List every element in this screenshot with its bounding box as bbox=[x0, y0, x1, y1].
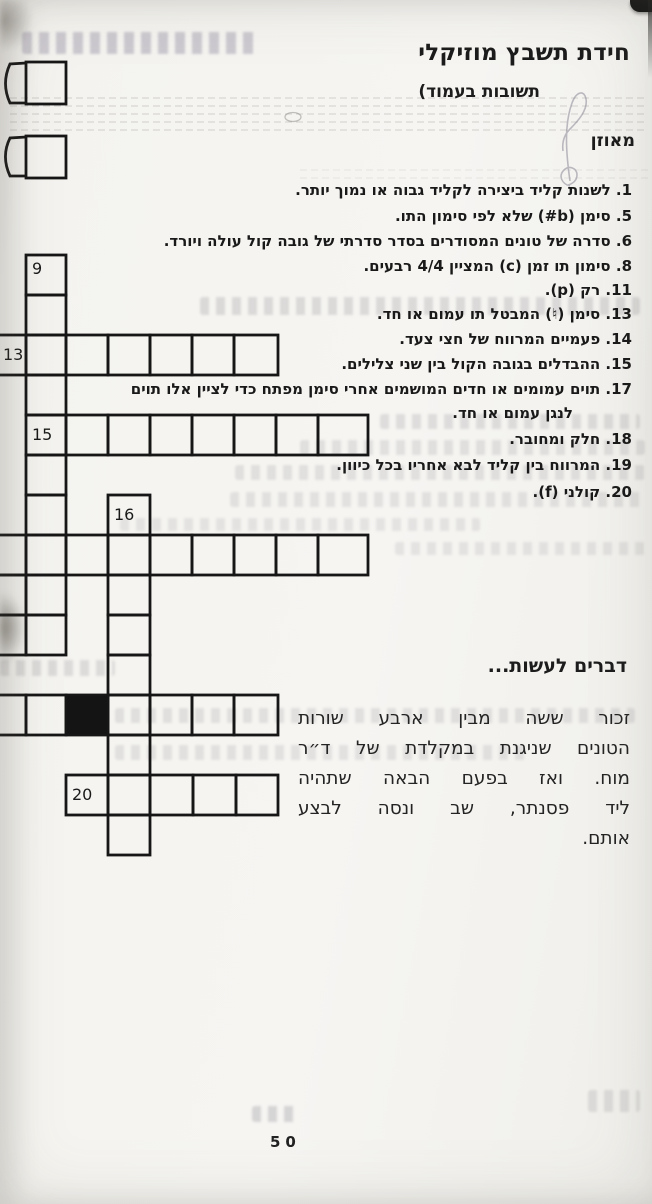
clue-11: 11. רק ⁦(p)⁩. bbox=[544, 281, 632, 299]
grid-across-word-15 bbox=[66, 415, 368, 455]
clue-15: 15. ההבדלים בגובה הקול בין שני צלילים. bbox=[341, 355, 632, 373]
grid-down-word-9 bbox=[26, 255, 66, 655]
clue-1: 1. לשנות קליד ביצירה לקליד גבוה או נמוך יותר. bbox=[295, 181, 632, 199]
grid-across-word-19 bbox=[0, 695, 278, 735]
clue-20: 20. קולני ⁦(f)⁩. bbox=[532, 483, 632, 501]
treble-clef-icon bbox=[561, 93, 586, 186]
things-to-do-paragraph bbox=[298, 704, 630, 854]
grid-across-word-18 bbox=[0, 535, 368, 575]
clue-17-line2: לנגן עמום או חד. bbox=[452, 404, 573, 422]
clue-13: 13. סימן (♮) המבטל תו עמום או חד. bbox=[376, 305, 632, 323]
grid-fragment-top bbox=[6, 62, 67, 178]
paragraph-line: ליד פסנתר, שב ונסה לבצע bbox=[298, 798, 630, 819]
page-subtitle: תשובות בעמוד) bbox=[418, 82, 540, 102]
clue-17: 17. תוים עמומים או חדים המושמים אחרי סימן מפתח כדי לציין אלו תוים bbox=[130, 380, 632, 398]
grid-number-13: 13 bbox=[3, 345, 24, 364]
whole-note-icon bbox=[285, 113, 301, 122]
paragraph-line: מוח. ואז בפעם הבאה שתהיה bbox=[298, 768, 630, 789]
grid-across-word-20 bbox=[66, 775, 278, 815]
grid-number-16: 16 bbox=[114, 505, 135, 524]
clue-19: 19. המרווח בין קליד לבא אחריו בכל כיוון. bbox=[336, 456, 632, 474]
black-cell bbox=[66, 695, 108, 735]
paragraph-line: אותם. bbox=[582, 828, 630, 849]
clue-14: 14. פעמיים המרווח של חצי צעד. bbox=[399, 330, 632, 348]
page-number: 50 bbox=[270, 1133, 301, 1151]
grid-number-20: 20 bbox=[72, 785, 93, 804]
grid-down-word-16 bbox=[108, 495, 150, 855]
paragraph-line: הטונים שניגנת במקלדת של ד״ר bbox=[298, 738, 630, 759]
across-heading: מאוזן bbox=[590, 131, 635, 151]
clue-18: 18. חלק ומחובר. bbox=[509, 430, 632, 448]
grid-across-word-13 bbox=[0, 335, 278, 375]
paragraph-line: זכור ששה מבין ארבע שורות bbox=[298, 708, 630, 729]
clue-8: 8. סימון תו זמן ⁦(c)⁩ המציין 4/4 רבעים. bbox=[363, 257, 632, 275]
clue-6: 6. סדרה של טונים המסודרים בסדר סדרתי של גובה קול עולה ויורד. bbox=[163, 232, 632, 250]
music-staff-lines bbox=[10, 98, 650, 178]
grid-number-9: 9 bbox=[32, 259, 43, 278]
clue-5: 5. סימן ⁦(#b)⁩ שלא לפי סימון התו. bbox=[394, 207, 632, 225]
grid-fragment-left bbox=[0, 575, 26, 655]
things-to-do-heading: דברים לעשות... bbox=[487, 655, 627, 677]
grid-number-15: 15 bbox=[32, 425, 53, 444]
page-title: חידת תשבץ מוזיקלי bbox=[418, 40, 630, 66]
